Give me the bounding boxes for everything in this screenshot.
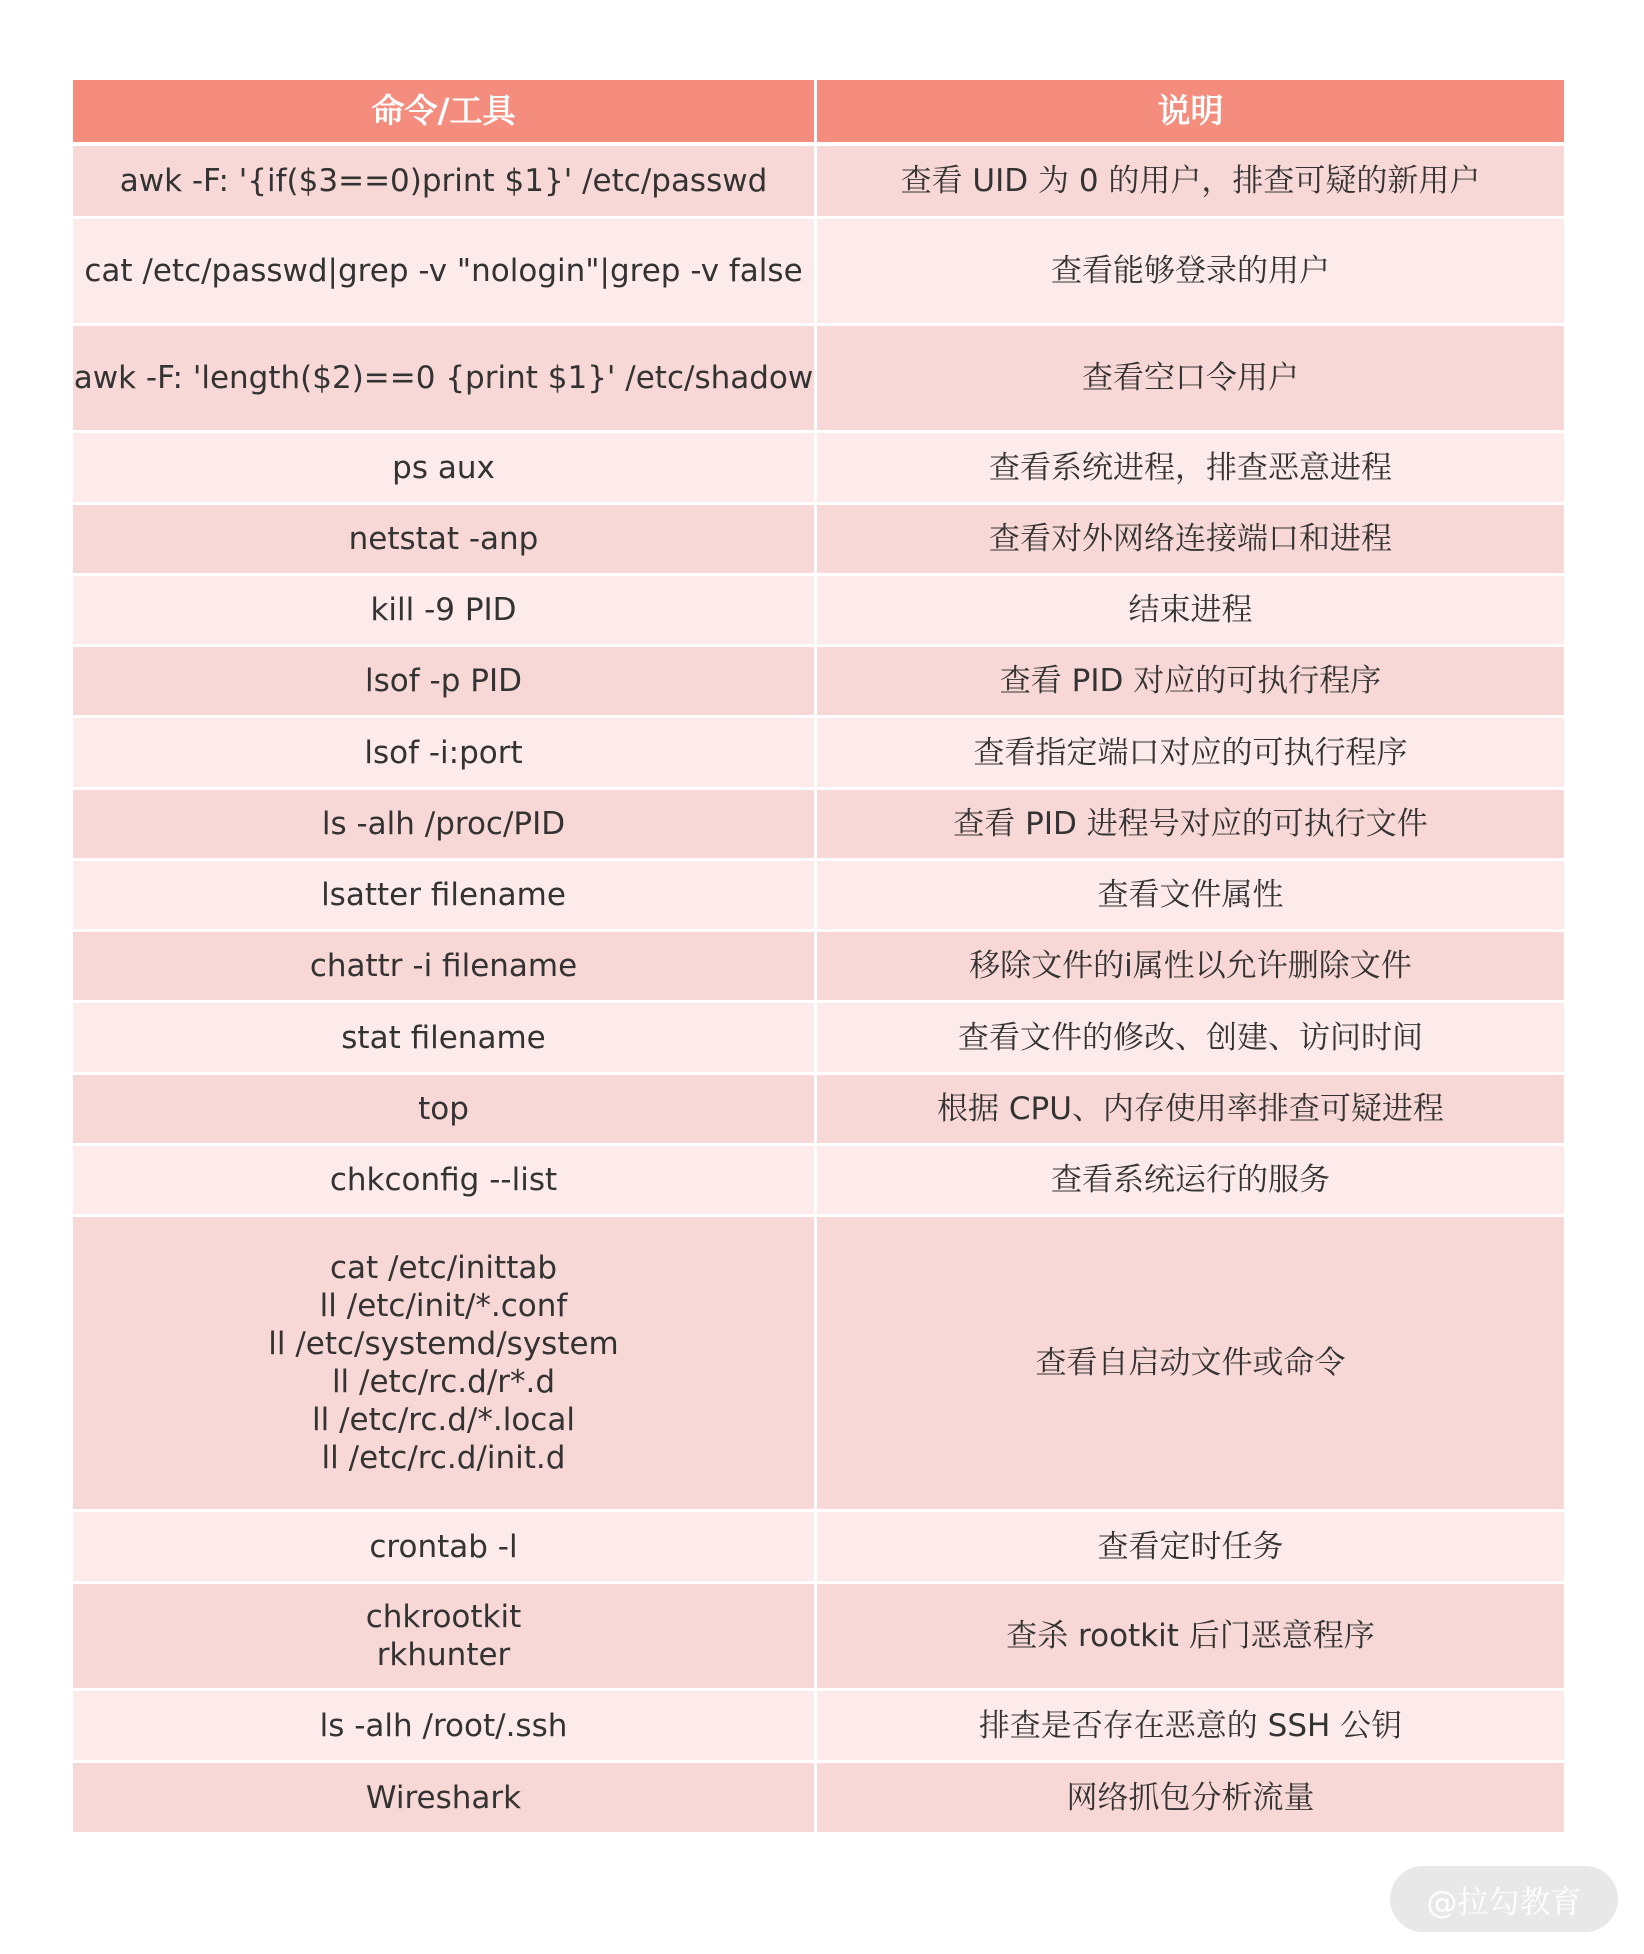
table-cell-command [73,1691,817,1763]
command-line: awk -F: '{if($3==0)print $1}' /etc/passwd [119,163,768,199]
command-line: ls -alh /root/.ssh [319,1707,568,1744]
table-cell-command [73,1584,817,1691]
command-line: rkhunter [376,1637,511,1673]
command-line: lsof -p PID [365,663,522,699]
table-cell-description: 查看定时任务 [817,1512,1564,1584]
table-cell-command [73,576,817,647]
table-cell-command [73,1217,817,1512]
table-cell-description: 移除文件的i属性以允许删除文件 [817,932,1564,1003]
table-cell-command [73,932,817,1003]
command-line: stat filename [341,1019,546,1056]
table-cell-command [73,433,817,505]
command-line: lsatter filename [321,877,566,913]
table-cell-description: 网络抓包分析流量 [817,1763,1564,1835]
command-line: ll /etc/systemd/system [268,1326,619,1362]
table-cell-description: 排查是否存在恶意的 SSH 公钥 [817,1691,1564,1763]
command-table [73,80,1564,1835]
table-cell-command [73,861,817,932]
command-line: chkrootkit [365,1599,522,1635]
table-cell-description: 查看 UID 为 0 的用户，排查可疑的新用户 [817,146,1564,219]
command-line: ll /etc/rc.d/init.d [321,1440,566,1476]
table-cell-command [73,505,817,576]
table-cell-command [73,219,817,326]
header-description: 说明 [817,80,1564,146]
table-cell-description: 查看指定端口对应的可执行程序 [817,718,1564,790]
table-cell-command [73,647,817,718]
table-cell-description: 查看 PID 进程号对应的可执行文件 [817,790,1564,861]
table-cell-description: 查看文件的修改、创建、访问时间 [817,1003,1564,1075]
table-cell-command [73,790,817,861]
table-cell-description: 根据 CPU、内存使用率排查可疑进程 [817,1075,1564,1146]
table-cell-description: 结束进程 [817,576,1564,647]
table-cell-description: 查看系统进程，排查恶意进程 [817,433,1564,505]
table-cell-description: 查杀 rootkit 后门恶意程序 [817,1584,1564,1691]
command-line: lsof -i:port [364,734,523,771]
table-cell-description: 查看能够登录的用户 [817,219,1564,326]
command-line: chattr -i filename [309,948,578,984]
table-cell-command [73,1512,817,1584]
command-line: ls -alh /proc/PID [321,806,566,842]
command-line: ps aux [392,449,495,486]
table-cell-command [73,1146,817,1217]
header-command: 命令/工具 [73,80,817,146]
table-cell-command [73,146,817,219]
command-line: awk -F: 'length($2)==0 {print $1}' /etc/shadow [73,360,814,396]
table-cell-command [73,1763,817,1835]
watermark-logo: @拉勾教育 [1390,1866,1618,1932]
command-line: top [418,1091,469,1127]
table-cell-command [73,326,817,433]
table-cell-description: 查看对外网络连接端口和进程 [817,505,1564,576]
table-cell-command [73,718,817,790]
command-line: ll /etc/init/*.conf [319,1288,568,1324]
table-cell-description: 查看空口令用户 [817,326,1564,433]
table-cell-description: 查看 PID 对应的可执行程序 [817,647,1564,718]
command-line: cat /etc/passwd|grep -v "nologin"|grep -v false [84,253,803,289]
command-line: ll /etc/rc.d/r*.d [331,1364,556,1400]
command-line: netstat -anp [348,521,539,557]
table-cell-description: 查看自启动文件或命令 [817,1217,1564,1512]
table-cell-description: 查看文件属性 [817,861,1564,932]
table-cell-description: 查看系统运行的服务 [817,1146,1564,1217]
command-line: Wireshark [365,1779,522,1816]
command-line: cat /etc/inittab [329,1250,558,1286]
table-cell-command [73,1003,817,1075]
command-line: ll /etc/rc.d/*.local [312,1402,575,1438]
table-cell-command [73,1075,817,1146]
command-line: chkconfig --list [329,1162,558,1198]
command-line: crontab -l [369,1528,518,1565]
command-line: kill -9 PID [370,592,517,628]
